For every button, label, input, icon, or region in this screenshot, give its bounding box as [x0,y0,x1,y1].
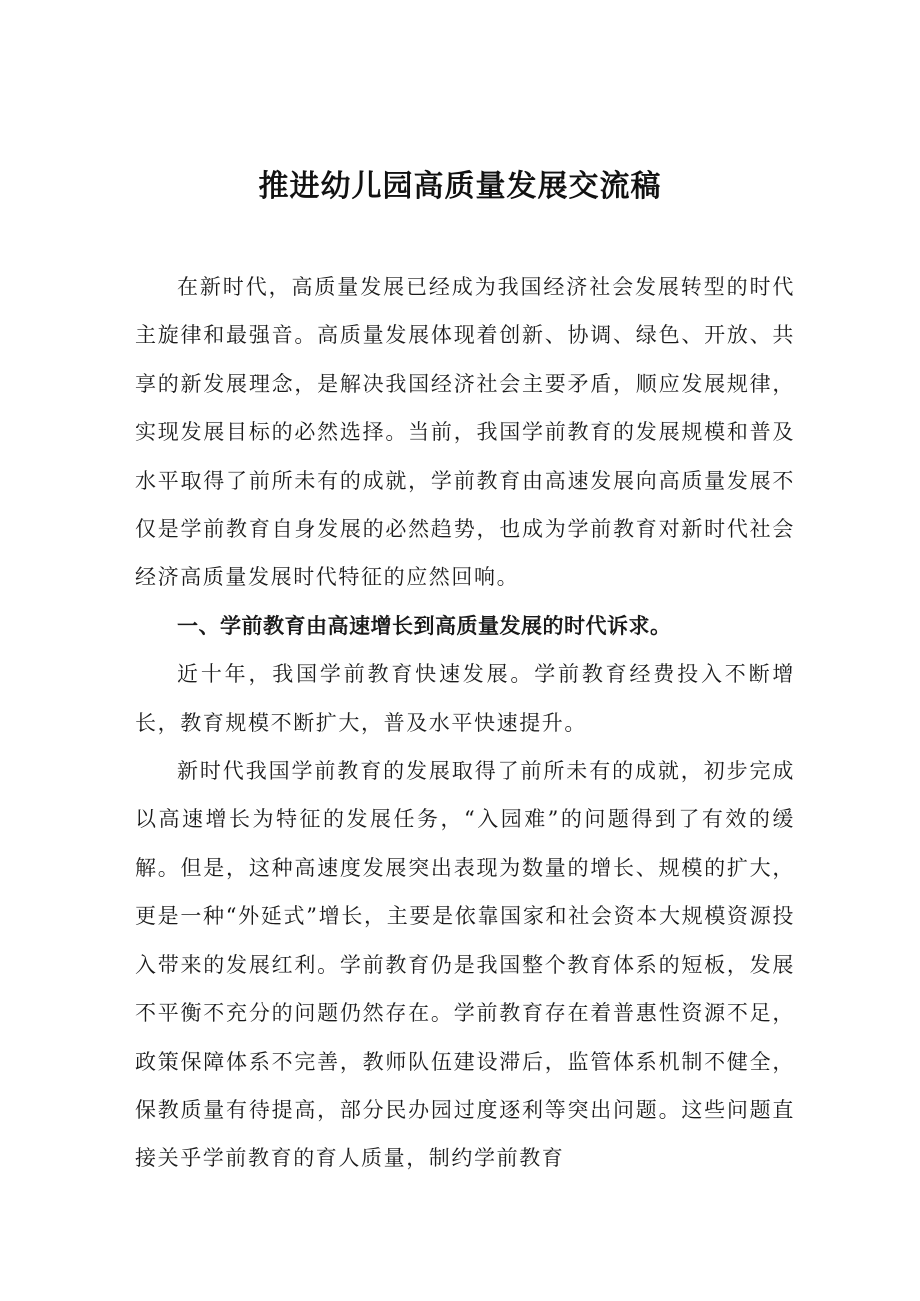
paragraph-new-era: 新时代我国学前教育的发展取得了前所未有的成就，初步完成以高速增长为特征的发展任务，“入园难”的问题得到了有效的缓解。但是，这种高速度发展突出表现为数量的增长、规模的扩大，更是一种“外延式”增长，主要是依靠国家和社会资本大规模资源投入带来的发展红利。学前教育仍是我国整个教育体系的短板，发展不平衡不充分的问题仍然存在。学前教育存在着普惠性资源不足，政策保障体系不完善，教师队伍建设滞后，监管体系机制不健全，保教质量有待提高，部分民办园过度逐利等突出问题。这些问题直接关乎学前教育的育人质量，制约学前教育 [135,759,795,1171]
section-heading-1: 一、学前教育由高速增长到高质量发展的时代诉求。 [177,613,672,638]
paragraph-recent-decade: 近十年，我国学前教育快速发展。学前教育经费投入不断增长，教育规模不断扩大，普及水平快速提升。 [135,662,795,735]
paragraph-intro: 在新时代，高质量发展已经成为我国经济社会发展转型的时代主旋律和最强音。高质量发展体现着创新、协调、绿色、开放、共享的新发展理念，是解决我国经济社会主要矛盾，顺应发展规律，实现发展目标的必然选择。当前，我国学前教育的发展规模和普及水平取得了前所未有的成就，学前教育由高速发展向高质量发展不仅是学前教育自身发展的必然趋势，也成为学前教育对新时代社会经济高质量发展时代特征的应然回响。 [135,275,795,590]
document-title: 推进幼儿园高质量发展交流稿 [258,169,662,204]
document-body [135,263,795,1183]
